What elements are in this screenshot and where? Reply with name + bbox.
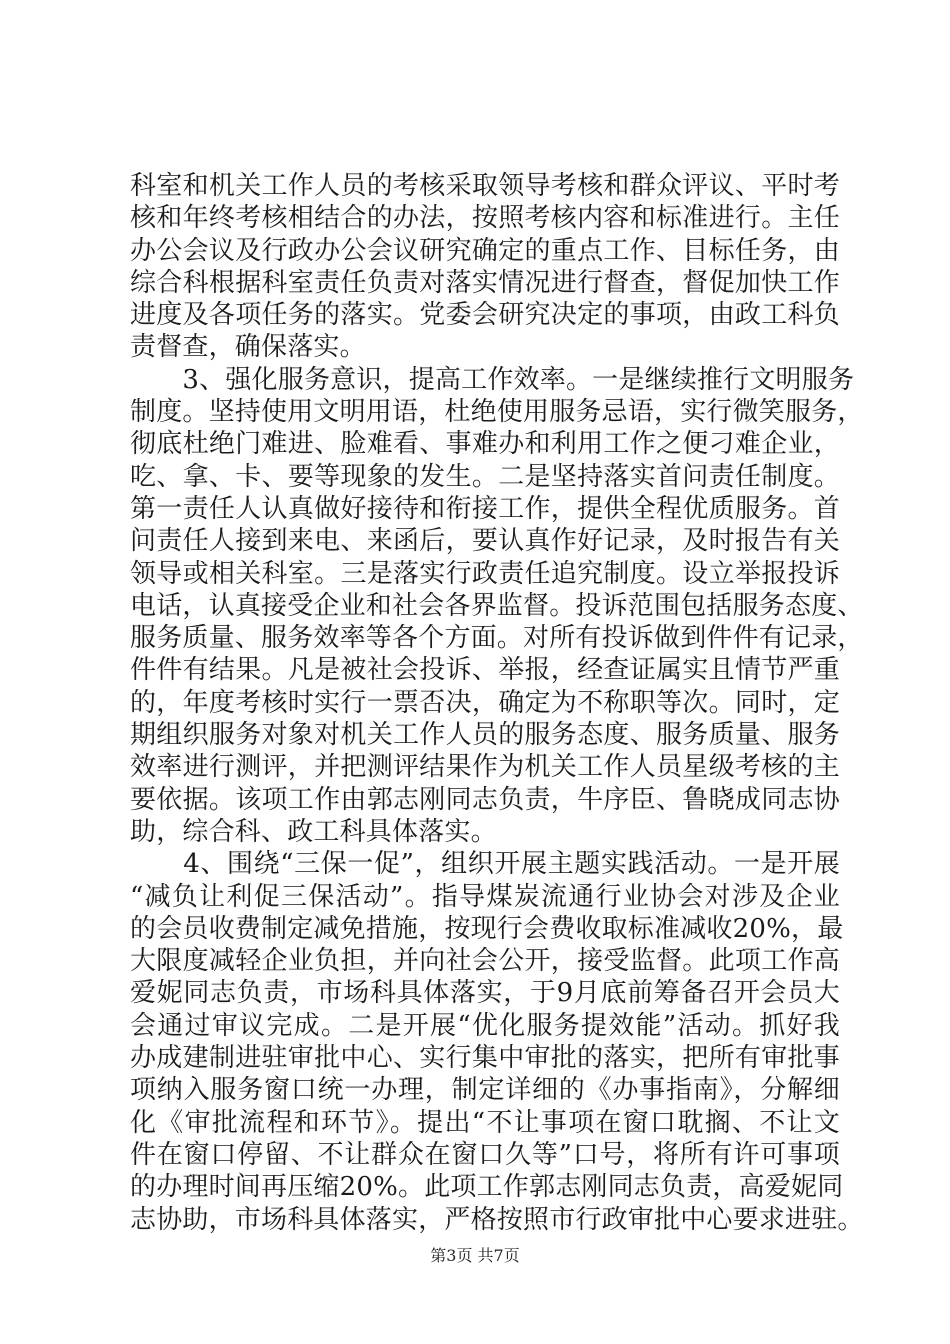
document-body [130, 170, 864, 1236]
text-line: 问责任人接到来电、来函后，要认真作好记录，及时报告有关 [130, 526, 840, 557]
text-line: 责督查，确保落实。 [130, 332, 366, 363]
text-line: 会通过审议完成。二是开展“优化服务提效能”活动。抓好我 [130, 1010, 840, 1041]
text-line: 领导或相关科室。三是落实行政责任追究制度。设立举报投诉 [130, 558, 840, 589]
text-line: 办公会议及行政办公会议研究确定的重点工作、目标任务，由 [130, 235, 840, 266]
text-line: 电话，认真接受企业和社会各界监督。投诉范围包括服务态度、 [130, 590, 864, 621]
text-line: 第一责任人认真做好接待和衔接工作，提供全程优质服务。首 [130, 493, 840, 524]
text-line: 彻底杜绝门难进、脸难看、事难办和利用工作之便刁难企业， [130, 429, 840, 460]
text-line: 4、围绕“三保一促”，组织开展主题实践活动。一是开展 [130, 849, 840, 880]
text-line: 3、强化服务意识，提高工作效率。一是继续推行文明服务 [130, 364, 855, 395]
text-line: 志协助，市场科具体落实，严格按照市行政审批中心要求进驻。 [130, 1204, 864, 1235]
text-line: 服务质量、服务效率等各个方面。对所有投诉做到件件有记录， [130, 623, 864, 654]
text-line: 吃、拿、卡、要等现象的发生。二是坚持落实首问责任制度。 [130, 461, 840, 492]
page-footer: 第3页 共7页 [430, 1246, 520, 1265]
text-line: 制度。坚持使用文明用语，杜绝使用服务忌语，实行微笑服务， [130, 397, 864, 428]
text-line: 办成建制进驻审批中心、实行集中审批的落实，把所有审批事 [130, 1043, 840, 1074]
text-line: 的办理时间再压缩20%。此项工作郭志刚同志负责，高爱妮同 [130, 1172, 844, 1203]
text-line: 大限度减轻企业负担，并向社会公开，接受监督。此项工作高 [130, 946, 840, 977]
text-line: 期组织服务对象对机关工作人员的服务态度、服务质量、服务 [130, 720, 840, 751]
text-line: 效率进行测评，并把测评结果作为机关工作人员星级考核的主 [130, 752, 840, 783]
text-line: 进度及各项任务的落实。党委会研究决定的事项，由政工科负 [130, 300, 840, 331]
text-line: 化《审批流程和环节》。提出“不让事项在窗口耽搁、不让文 [130, 1107, 840, 1138]
text-line: 件在窗口停留、不让群众在窗口久等”口号，将所有许可事项 [130, 1139, 840, 1170]
text-line: 核和年终考核相结合的办法，按照考核内容和标准进行。主任 [130, 203, 840, 234]
text-line: 件件有结果。凡是被社会投诉、举报，经查证属实且情节严重 [130, 655, 840, 686]
text-line: 的，年度考核时实行一票否决，确定为不称职等次。同时，定 [130, 687, 840, 718]
text-line: 项纳入服务窗口统一办理，制定详细的《办事指南》，分解细 [130, 1075, 840, 1106]
text-line: 爱妮同志负责，市场科具体落实，于9月底前筹备召开会员大 [130, 978, 840, 1009]
text-line: 综合科根据科室责任负责对落实情况进行督查，督促加快工作 [130, 267, 840, 298]
text-line: 助，综合科、政工科具体落实。 [130, 816, 497, 847]
text-line: 科室和机关工作人员的考核采取领导考核和群众评议、平时考 [130, 171, 840, 201]
text-line: 的会员收费制定减免措施，按现行会费收取标准减收20%，最 [130, 913, 844, 944]
text-line: “减负让利促三保活动”。指导煤炭流通行业协会对涉及企业 [130, 881, 840, 912]
text-line: 要依据。该项工作由郭志刚同志负责，牛序臣、鲁晓成同志协 [130, 784, 840, 815]
